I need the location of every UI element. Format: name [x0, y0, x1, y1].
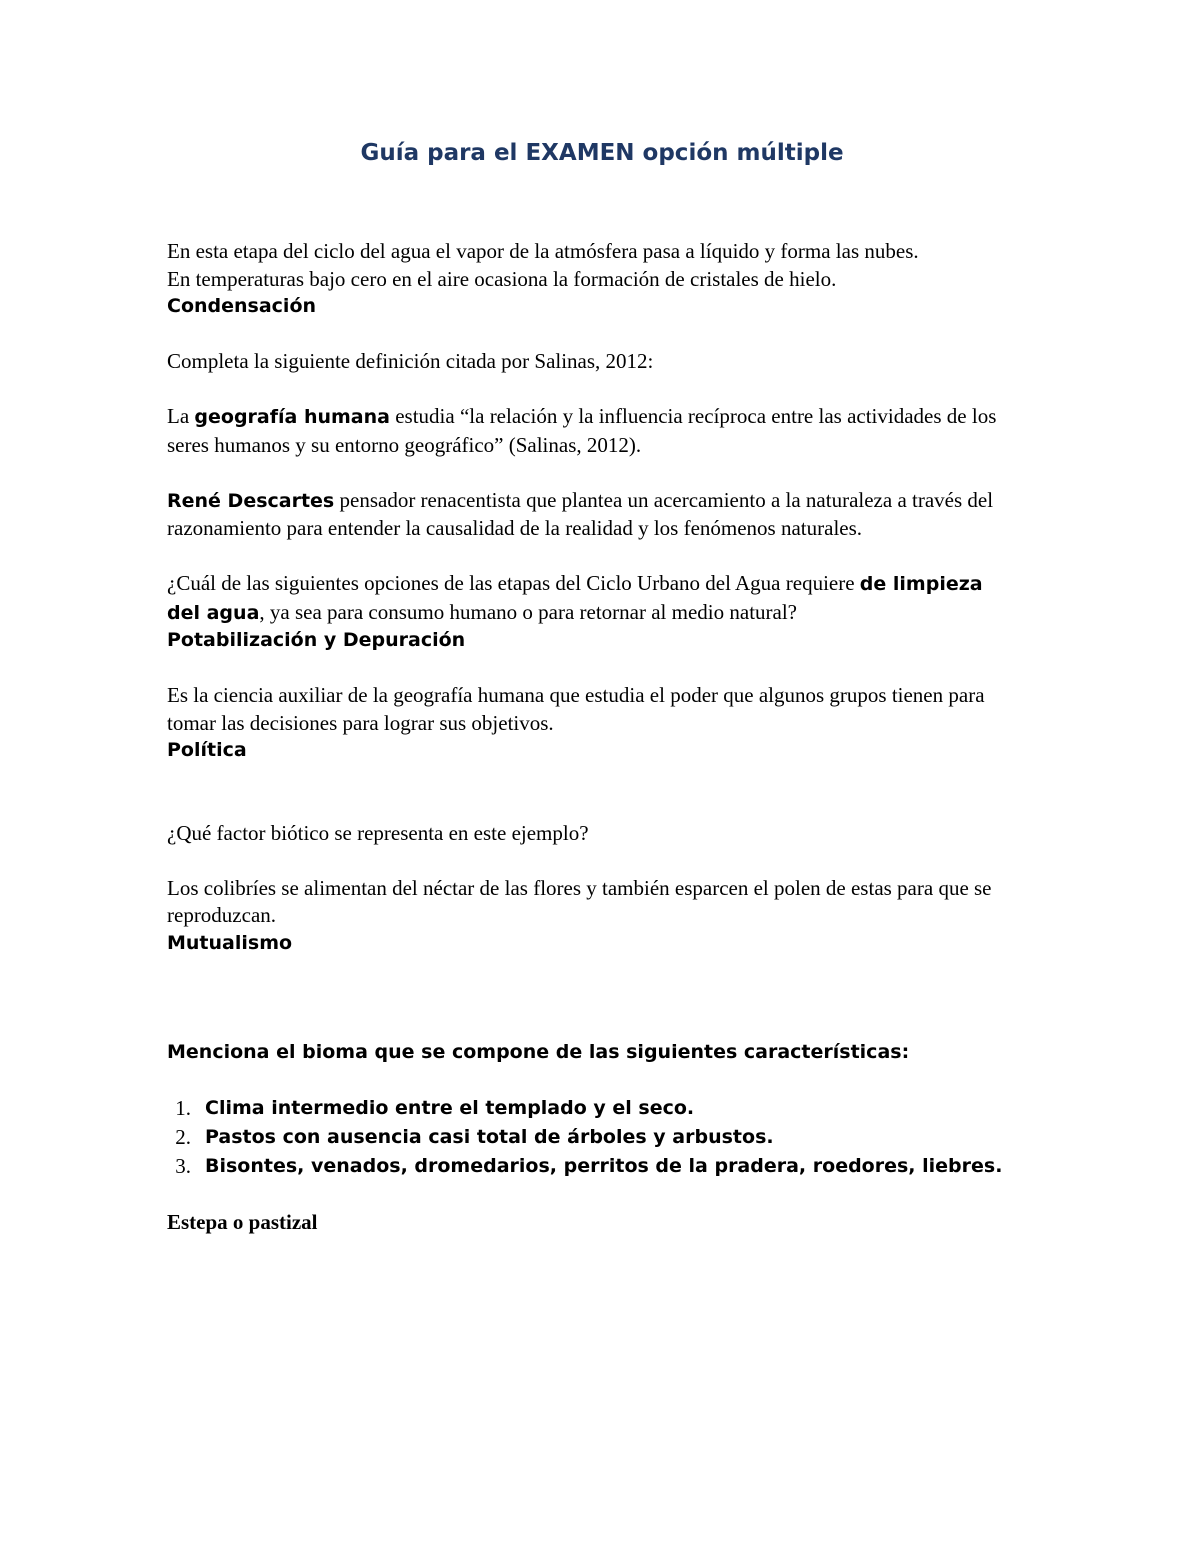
document-body	[167, 138, 1047, 1236]
question-ciclo-urbano	[167, 570, 1047, 655]
list-item-text: Clima intermedio entre el templado y el seco.	[205, 1097, 695, 1119]
list-item-text: Bisontes, venados, dromedarios, perritos de la pradera, roedores, liebres.	[205, 1155, 1003, 1177]
document-title: Guía para el EXAMEN opción múltiple	[360, 140, 844, 166]
descartes-name: René Descartes	[167, 489, 335, 512]
list-item-number: 3.	[175, 1154, 191, 1178]
question-geografia-humana	[167, 348, 1047, 459]
question-prompt: ¿Qué factor biótico se representa en este ejemplo?	[167, 820, 589, 845]
question-descartes	[167, 487, 1047, 543]
list-item	[167, 1094, 1047, 1123]
list-item-text: Pastos con ausencia casi total de árboles y arbustos.	[205, 1126, 774, 1148]
question-condensacion	[167, 238, 1047, 321]
answer-text: Condensación	[167, 295, 317, 317]
question-text: En esta etapa del ciclo del agua el vapor de la atmósfera pasa a líquido y forma las nubes.	[167, 239, 919, 263]
question-text: En temperaturas bajo cero en el aire ocasiona la formación de cristales de hielo.	[167, 266, 837, 291]
definition-text	[167, 403, 1037, 459]
question-bioma	[167, 1039, 1047, 1236]
definition-post: estudia “la relación y la influencia recíproca entre las actividades de los seres humanos y su entorno geográfico” (Salinas, 2012).	[167, 404, 997, 457]
list-item	[167, 1123, 1047, 1152]
question-factor-biotico	[167, 820, 1047, 958]
list-item-number: 1.	[175, 1096, 191, 1120]
question-post: , ya sea para consumo humano o para retornar al medio natural?	[259, 599, 798, 624]
definition-term: geografía humana	[194, 406, 390, 428]
question-text: Es la ciencia auxiliar de la geografía humana que estudia el poder que algunos grupos tienen para tomar las decisiones para lograr sus objetivos.	[167, 683, 985, 735]
list-item	[167, 1152, 1047, 1181]
descartes-post: pensador renacentista que plantea un acercamiento a la naturaleza a través del razonamiento para entender la causalidad de la realidad y los fenómenos naturales.	[167, 487, 994, 540]
list-item-number: 2.	[175, 1125, 191, 1149]
answer-text: Mutualismo	[167, 931, 293, 954]
characteristics-list	[167, 1094, 1047, 1181]
question-text	[167, 570, 1007, 627]
definition-pre: La	[167, 404, 195, 428]
answer-text: Potabilización y Depuración	[167, 629, 466, 651]
question-politica	[167, 682, 1047, 765]
question-pre: ¿Cuál de las siguientes opciones de las etapas del Ciclo Urbano del Agua requiere	[167, 571, 860, 595]
answer-text: Política	[167, 739, 247, 761]
descartes-text	[167, 487, 1037, 543]
example-text: Los colibríes se alimentan del néctar de las flores y también esparcen el polen de estas para que se reproduzcan.	[167, 875, 992, 927]
question-emphasis: de limpieza del agua	[167, 573, 983, 624]
answer-text: Estepa o pastizal	[167, 1209, 318, 1234]
question-prompt: Completa la siguiente definición citada por Salinas, 2012:	[167, 349, 654, 373]
question-prompt: Menciona el bioma que se compone de las siguientes características:	[167, 1041, 910, 1063]
